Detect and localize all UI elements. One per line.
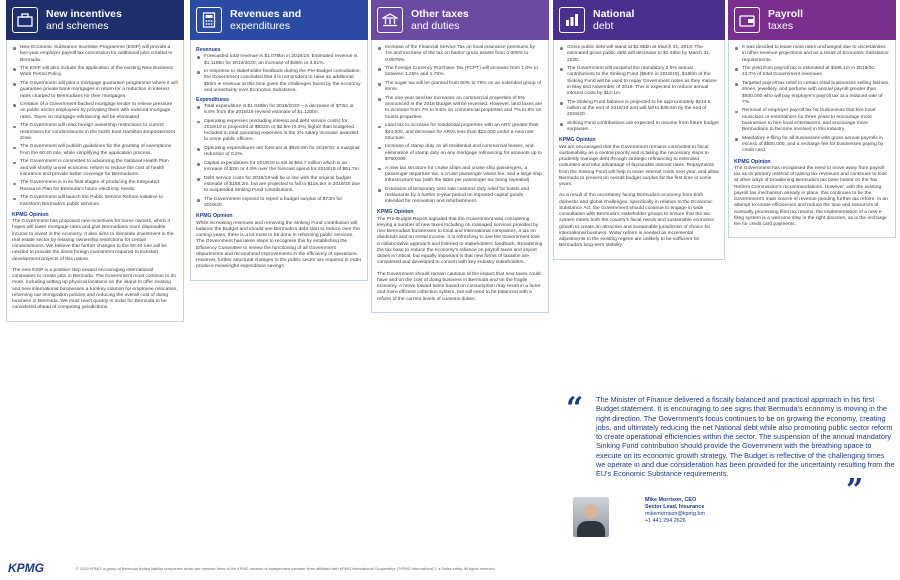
opinion-paragraph: The Pre-Budget Report signaled that the Government was considering levying a number of new taxes including on managed services provided by non-Bermudian businesses to local and international companies, a tax on dividends and on rental income. It is refreshing to see the Government took a collaborative approach and listened to stakeholders' feedback. Broadening the tax base to reduce the economy's reliance on payroll taxes and import duties is critical, but equally important is that new forms of taxation are considered and developed in concert with key industry stakeholders. [377,216,543,266]
column-title: New incentives [46,8,122,20]
list-item: Sinking Fund contributions are expected to resume from future budget surpluses. [559,121,719,134]
list-item: Total expenditure is $1.049bn for 2019/2020 – a decrease of $73m or 6.6% from the 2018/19 revised estimate of $1.120bn. [196,104,362,117]
legal-text: © 2019 KPMG, a group of Bermuda limited liability companies which are member firms of the KPMG network of independent member firms affiliated with KPMG International Cooperative ("KPMG International"), a Swiss entity. All rights reserved. [76,565,496,571]
list-item: Increase of stamp duty on all residential and commercial leases, and elimination of stamp duty on any mortgage refinancing for amounts up to $750,000. [377,144,543,163]
column-new-incentives [6,0,184,322]
column-title: Payroll [768,8,804,20]
wallet-icon [734,7,760,33]
opinion-paragraph: As a result of the uncertainty facing Bermuda's economy from both domestic and global challenges, specifically in relation to the Economic Substance Act, the Government should continue to engage in wide consultation with Bermuda's stakeholder groups to ensure that the tax system meets both the country's fiscal needs and sustainable economic growth to create an attractive and sustainable jurisdiction of choice for international business. Wider reform is needed as incremental adjustments to the existing regime are unlikely to be sufficient for Bermuda's long-term stability. [559,193,715,249]
ceo-role: Sector Lead, Insurance [645,504,705,510]
column-title: National [593,8,635,20]
list-item: A new tax structure for cruise ships and cruise ship passengers; a passenger departure tax, a cruise passenger visitor fee, and a large ship infrastructure tax (with the latter per passenger tax being repealed). [377,166,543,185]
list-item: Operating expenses (excluding interest and debt service costs) for 2019/19 is projected at $922m or $2.8m (0.3%) higher than budgeted. Included in total operating expenses is the 2% salary increase awarded to some public officers. [196,119,362,144]
list-item: The Sinking Fund balance is projected to be approximately $214.6 million at the end of 2018/19 and will fall to $35.6m by the end of 2019/20. [559,100,719,119]
column-other-taxes [371,0,549,313]
footer [0,556,900,580]
column-header [6,0,184,40]
column-subtitle: and duties [411,20,460,32]
list-item: The Foreign Currency Purchase Tax (FCPT) will increase from 1.0% to between 1.25% and 1.75%. [377,66,543,79]
opinion-paragraph: The new ESIP is a positive step toward encouraging international companies to create jobs in Bermuda. The Government must continue to do more, including setting up physical locations on the island to offer existing and new international businesses a turnkey solution for employee relocation, reforming our immigration policies and reducing the overall cost of doing business in Bermuda. We must react quickly in order for Bermuda to be considered ahead of competing jurisdictions. [12,267,178,311]
column-body [190,40,368,281]
opinion-paragraph: The Government has recognised the need to move away from payroll tax as its primary method of raising tax revenues and continues to look at other ways of broadening Bermuda's tax base based on the Tax Reform Commission's recommendations. However, with the existing payroll tax mechanism already in place, this continues to be the Government's main source of revenue pending further tax reform. In an attempt to create efficiencies and reduce the time and resources of manually processing filed tax returns, the implementation of a new e-filing system is a welcome step in the right direction, as is the recharge fee for credit card payments. [734,165,888,228]
column-header [371,0,549,40]
opinion-paragraph: The Government should remain cautious of the impact that new taxes could have and on the cost of doing business in Bermuda and on the fragile economy. A move toward taxes based on consumption may result in a fairer and more efficient collection system, but will need to be balanced with a reform of the current levels of customs duties. [377,271,541,302]
column-title: Revenues and [230,8,302,20]
list-item: Debt service costs for 2018/19 will be in line with the original budget estimate of $188.2m, but are projected to fall to $116.5m in 2019/20 due to suspended Sinking Fund contributions. [196,176,362,195]
subheading-revenues: Revenues [196,47,221,53]
column-body [553,40,725,260]
column-header [553,0,725,40]
list-item: The ESIP will also include the application of the existing New Business Work Permit Policy. [12,66,178,79]
ceo-phone: +1 441 294 2626 [645,518,686,524]
list-item: New Economic Substance Incentive Programme (ESIP) will provide a two-year employer payroll tax concession for additional jobs created in Bermuda. [12,45,178,64]
column-body [6,40,184,322]
opinion-heading: KPMG Opinion [377,209,414,216]
list-item: It was decided to leave most rates unchanged due to uncertainties in other revenue projections and as a result of Economic Substance requirements. [734,45,890,64]
column-subtitle: and schemes [46,20,109,32]
column-revenues [190,0,368,281]
opinion-heading: KPMG Opinion [734,158,771,165]
list-item: The Government will suspend the mandatory 2.5% annual contributions to the Sinking Fund ($64m in 2018/19). $180m of the Sinking Fund will be used to repay Government notes as they mature in May and November of 2019. This is expected to reduce annual interest costs by $12.1m. [559,66,719,97]
opinion-paragraph: We are encouraged that the Government remains committed to fiscal sustainability as a central priority and is taking the necessary steps to prudently manage debt through strategic refinancing to extended maturities and take advantage of favourable interest rates. Repayments from the Sinking Fund will help to lower interest costs next year, and allow Bermuda to present an overall budget surplus for the first time in some years. [559,144,719,188]
list-item: Gross public debt will stand at $2.68bn at March 31, 2019. The estimated gross public debt will decrease to $2.49bn by March 31, 2020. [559,45,719,64]
calculator-icon [196,7,222,33]
list-item: The Government expects to report a budget surplus of $73m for 2019/20. [196,197,362,210]
list-item: The one-year land tax increases on commercial properties of 5% announced in the 2018 Budget will be reversed. However, land taxes are to increase from 7% to 9.5% on commercial properties and 7% to 8% on tourist properties. [377,96,543,121]
column-subtitle: taxes [768,20,794,32]
column-national-debt [553,0,725,260]
kpmg-logo: KPMG [8,561,44,575]
list-item: Creation of a Government-backed mortgage lender to relieve pressure on public sector employees by providing them with reduced mortgage rates. Taxes on mortgage refinancing will be eliminated. [12,102,178,121]
opinion-heading: KPMG Opinion [196,213,233,220]
briefcase-icon [12,7,38,33]
list-item: Removal of employer payroll tax for businesses that hire local musicians or entertainers for three years to encourage more businesses to hire local entertainers, and encourage more Bermudians to become involved in this industry. [734,108,890,133]
opinion-heading: KPMG Opinion [12,211,49,218]
chart-icon [559,7,585,33]
list-item: Land tax to increase for residential properties with an ARV greater than $44,000, and decrease for ARVs less than $22,000 under a new rate structure. [377,123,543,142]
close-quote-icon: ” [846,473,864,508]
column-header [190,0,368,40]
list-item: Forecasted total revenue is $1.079bn in 2018/19. Estimated revenue is $1.118bn for 2019/2020; an increase of $39m or 3.61%. [196,54,362,67]
list-item: Targeted payroll tax relief to certain retail businesses selling fashion, shoes, jewellery, and perfume with annual payroll greater than $500,000 who will pay employer's payroll tax at a reduced rate of 7%. [734,81,890,106]
column-subtitle: expenditures [230,20,291,32]
list-item: Operating expenditures are forecast at $929.9m for 2019/20; a marginal reduction of 0.2%. [196,146,362,159]
list-item: Extension of temporary zero rate customs duty relief for hotels and restaurants by a further 5-year period on imported capital goods intended for renovation and refurbishment. [377,187,543,206]
column-payroll-taxes [728,0,896,238]
ceo-quote: The Minister of Finance delivered a fiscally balanced and practical approach in his first Budget statement. It is encouraging to see signs that Bermuda's economy is moving in the right direction. The Government's focus continues to be on growing the economy, creating jobs, and ultimately reducing the net National debt while also promoting public sector reform to create operational efficiencies within the sector. The suspension of the annual mandatory Sinking Fund contribution should provide the Government with the breathing space to execute on its economic growth strategy. The Budget is reflective of the challenging times we operate in and due consideration has been provided for the uncertainty resulting from the EU's Economic Substance requirements. [596,395,895,479]
list-item: The sugar tax will be granted from 50% to 75% on an extended group of items. [377,81,543,94]
list-item: The yield from payroll tax is estimated at $486.1m in 2019/20, 41.7% of total Government revenues. [734,66,890,79]
subheading-expenditures: Expenditures [196,96,229,103]
list-item: Mandatory e-filing for all businesses with gross annual payrolls in excess of $500,000, and a recharge fee for businesses paying by credit card. [734,136,890,155]
ceo-photo [573,497,609,537]
list-item: In response to stakeholder feedback during the Pre-Budget consultation, the Government concluded that it is not prudent to raise an additional $50m in revenue at this time given the challenges faced by the economy and uncertainty over Economic Substance. [196,69,362,94]
open-quote-icon: “ [566,391,584,426]
bank-icon [377,7,403,33]
column-body [371,40,549,313]
column-body [728,40,896,238]
opinion-paragraph: The Government has proposed new incentives for home owners, which it hopes will lower mortgage rates and give Bermudians more disposable income to invest in the economy. It also aims to stimulate investment in the real estate sector by relaxing ownership restrictions for certain condominiums. We believe that further changes to the 60:40 rule will be needed to provide the direct foreign investment required to kickstart development projects of this nature. [12,219,174,262]
list-item: The Government will pilot a mortgage guarantee programme where it will guarantee private bank mortgages in return for a reduction in interest rates charged to Bermudians for their mortgages. [12,81,178,100]
ceo-email[interactable]: mikemorrison@kpmg.bm [645,511,705,517]
opinion-paragraph: While increasing revenues and removing the Sinking Fund contribution will balance the Budget and should see Bermuda's debt start to reduce over the coming years, there is a lot more to be done in reforming public services. The Government has taken steps to recognise this by establishing the Efficiency Committee to review the functioning of all Government departments and recommend improvements in the efficiency of operations. However, further structural changes to the public sector are required in order produce meaningful expenditure savings. [196,220,362,270]
column-title: Other taxes [411,8,469,20]
list-item: The Government is in its final stages of producing the Integrated Resource Plan for Bermuda's future electricity needs. [12,180,178,193]
ceo-name: Mike Morrison, CEO [645,497,697,503]
list-item: Capital expenditures for 2019/20 is set at $64.7 million which is an increase of $3m or 4.9% over the forecast spend for 2018/19 of $61.7m. [196,161,362,174]
list-item: The Government will launch the Public Service Reform initiative to transform Bermuda's public services. [12,195,178,208]
ceo-signature [573,497,733,547]
list-item: The Government will publish guidelines for the granting of exemptions from the 60:40 rule, while simplifying the application process. [12,144,178,157]
column-subtitle: debt [593,20,614,32]
opinion-heading: KPMG Opinion [559,137,596,144]
column-header [728,0,896,40]
list-item: The Government is committed to advancing the National Health Plan and will shortly unveil economic reform to reduce the cost of health insurance and provide better coverage for Bermudians. [12,159,178,178]
list-item: Increase of the Financial Service Tax on local insurance premiums by 1% and increase of the tax on banks' gross assets from 0.005% to 0.0075%. [377,45,543,64]
list-item: The Government will relax foreign ownership restrictions to current restrictions for condominiums in the North East Hamilton Empowerment Zone. [12,123,178,142]
